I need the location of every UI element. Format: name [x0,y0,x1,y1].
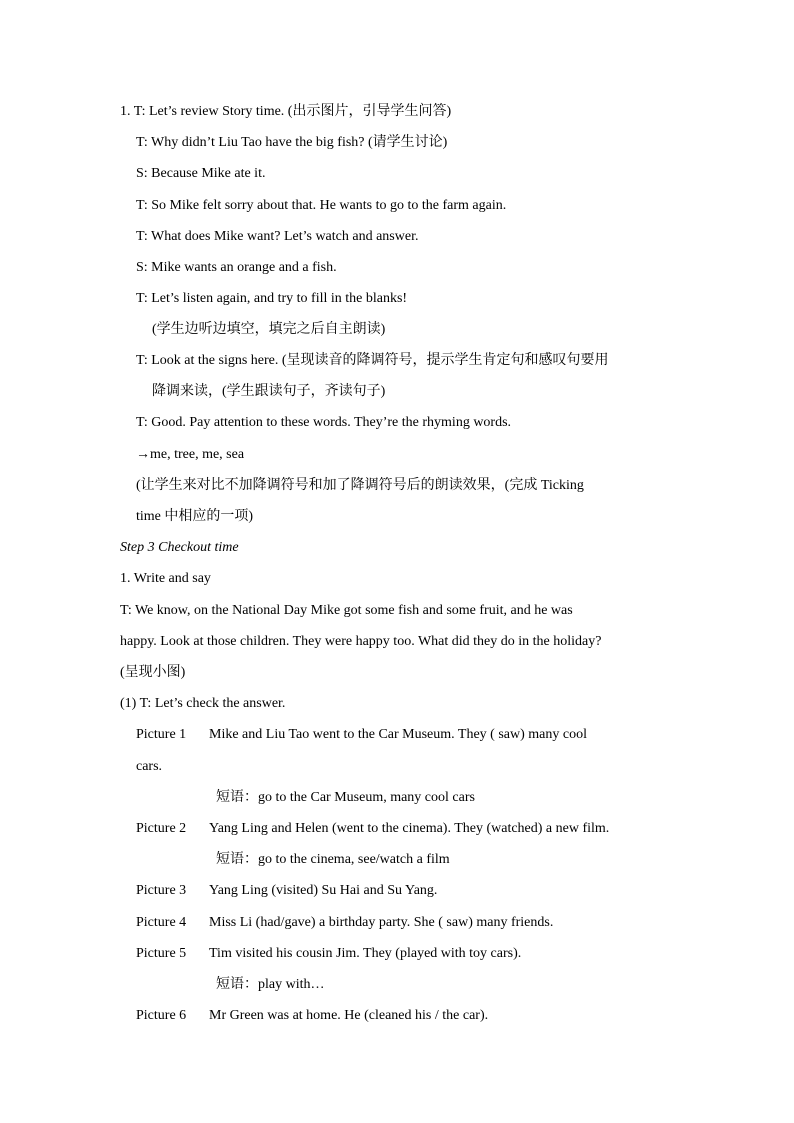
picture-row [136,944,521,964]
picture-text: Mr Green was at home. He (cleaned his / the car). [209,1008,489,1023]
picture-label: Picture 3 [136,883,187,898]
text-line: T: Good. Pay attention to these words. They’re the rhyming words. [136,415,512,430]
picture-label: Picture 5 [136,946,187,961]
picture-text: Tim visited his cousin Jim. They (played with toy cars). [209,946,522,961]
text-line: S: Mike wants an orange and a fish. [136,260,337,275]
picture-row [136,725,587,745]
text-line: T: Look at the signs here. (呈现读音的降调符号，提示学生肯定句和感叹句要用 [136,353,609,368]
picture-label: Picture 4 [136,915,187,930]
text-line: S: Because Mike ate it. [136,166,266,181]
picture-text: Yang Ling (visited) Su Hai and Su Yang. [209,883,438,898]
text-line: →me, tree, me, sea [136,447,245,462]
text-line: (学生边听边填空，填完之后自主朗读) [152,322,386,337]
text-line: T: Let’s listen again, and try to fill in the blanks! [136,291,408,306]
text-line: 1. T: Let’s review Story time. (出示图片，引导学生问答) [120,104,452,119]
text-line: T: We know, on the National Day Mike got some fish and some fruit, and he was [120,603,573,618]
text-line: happy. Look at those children. They were happy too. What did they do in the holiday? [120,634,602,649]
picture-text: Yang Ling and Helen (went to the cinema). They (watched) a new film. [209,821,610,836]
picture-label: Picture 1 [136,727,187,742]
text-line: (让学生来对比不加降调符号和加了降调符号后的朗读效果，(完成 Ticking [136,478,584,493]
picture-text-continued: cars. [136,759,163,774]
text-line: T: So Mike felt sorry about that. He wants to go to the farm again. [136,198,507,213]
text-line: (呈现小图) [120,665,186,680]
text-line: T: Why didn’t Liu Tao have the big fish? (请学生讨论) [136,135,448,150]
picture-row [136,819,609,839]
picture-text: Mike and Liu Tao went to the Car Museum. They ( saw) many cool [209,727,587,742]
text-line: time 中相应的一项) [136,509,254,524]
text-line: 1. Write and say [120,571,211,586]
phrase-line: 短语：go to the Car Museum, many cool cars [216,790,475,805]
picture-text: Miss Li (had/gave) a birthday party. She ( saw) many friends. [209,915,554,930]
phrase-line: 短语：play with… [216,977,325,992]
picture-label: Picture 2 [136,821,187,836]
phrase-line: 短语：go to the cinema, see/watch a film [216,852,450,867]
picture-row [136,913,553,933]
text-line: 降调来读，(学生跟读句子，齐读句子) [152,384,386,399]
section-heading: Step 3 Checkout time [120,540,239,555]
picture-label: Picture 6 [136,1008,187,1023]
picture-row [136,881,437,901]
text-line: T: What does Mike want? Let’s watch and answer. [136,229,419,244]
text-line: (1) T: Let’s check the answer. [120,696,286,711]
picture-row [136,1006,488,1026]
